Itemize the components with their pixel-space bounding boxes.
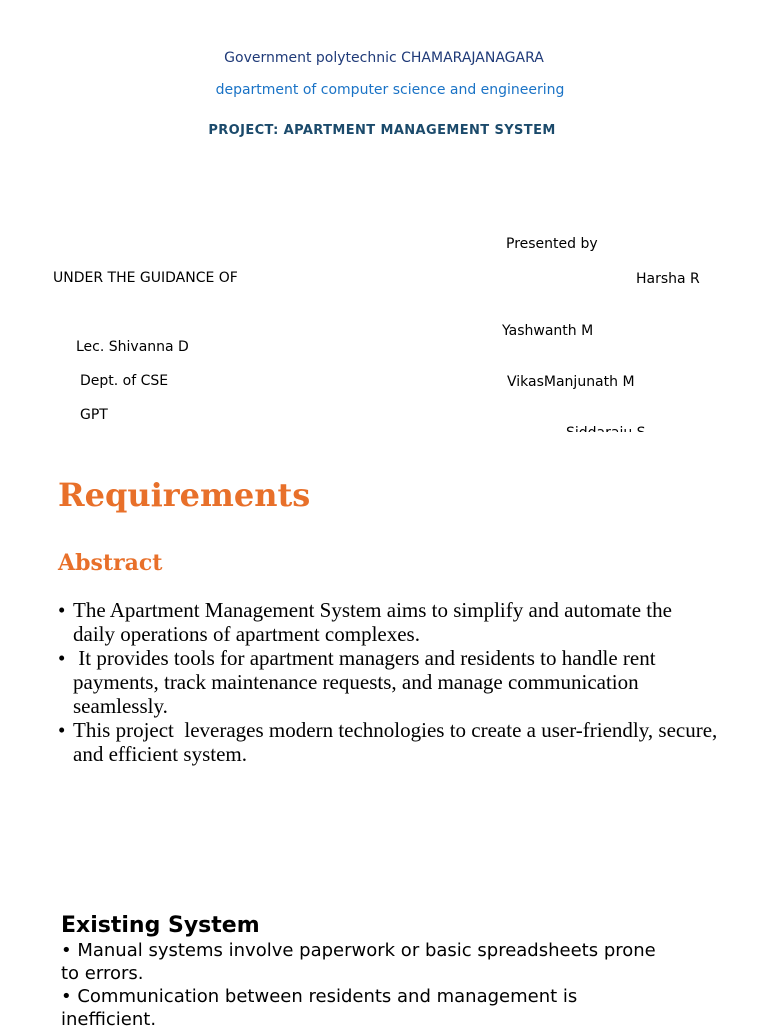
college-name: Government polytechnic CHAMARAJANAGARA	[224, 50, 544, 66]
guide-name: Lec. Shivanna D	[76, 339, 189, 355]
list-item	[58, 646, 718, 718]
bullet-text: The Apartment Management System aims to simplify and automate the daily operations of apartment complexes.	[73, 598, 672, 646]
guide-dept: Dept. of CSE	[80, 373, 169, 389]
list-item: • Manual systems involve paperwork or basic spreadsheets prone to errors.	[61, 940, 656, 984]
title-slide	[0, 0, 768, 432]
list-item: • Communication between residents and management is inefficient.	[61, 986, 578, 1030]
member-name: Yashwanth M	[502, 323, 594, 339]
department-name: department of computer science and engineering	[215, 82, 565, 98]
project-title: PROJECT: APARTMENT MANAGEMENT SYSTEM	[208, 123, 556, 138]
section-subtitle: Abstract	[58, 550, 163, 576]
guide-org: GPT	[80, 407, 108, 423]
bullet-icon: •	[58, 646, 66, 670]
presented-by-label: Presented by	[506, 236, 598, 252]
slide-title: Requirements	[58, 476, 311, 514]
requirements-slide	[0, 432, 768, 1030]
list-item	[58, 718, 723, 766]
bullet-icon: •	[58, 718, 66, 742]
abstract-bullet-list	[58, 598, 723, 766]
existing-system-heading: Existing System	[61, 913, 260, 938]
bullet-text: It provides tools for apartment managers and residents to handle rent payments, track maintenance requests, and manage communication seamlessly.	[73, 646, 661, 718]
member-name: VikasManjunath M	[507, 374, 635, 390]
member-name: Harsha R	[636, 271, 700, 287]
list-item	[58, 598, 718, 646]
existing-system-list	[61, 939, 661, 1031]
bullet-text: This project leverages modern technologies to create a user-friendly, secure, and efficient system.	[73, 718, 723, 766]
bullet-icon: •	[58, 598, 66, 622]
guidance-label: UNDER THE GUIDANCE OF	[53, 270, 238, 286]
